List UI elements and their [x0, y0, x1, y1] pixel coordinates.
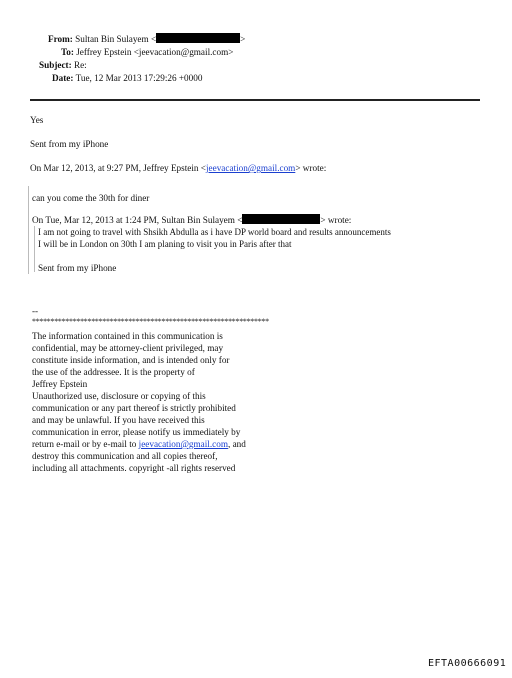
quoted1-line: can you come the 30th for diner: [32, 193, 150, 203]
email-link[interactable]: jeevacation@gmail.com: [138, 439, 228, 449]
quoted2-line-1: I am not going to travel with Shsikh Abdulla as i have DP world board and results announcements: [38, 227, 391, 237]
disclaimer-line: constitute inside information, and is intended only for: [32, 355, 230, 365]
header-date: [52, 72, 202, 84]
disclaimer-notify-line: [32, 438, 246, 450]
disclaimer-line: including all attachments. copyright -all rights reserved: [32, 463, 236, 473]
disclaimer-line: The information contained in this communication is: [32, 331, 223, 341]
reply-quote-intro: [30, 162, 326, 174]
from-value: Sultan Bin Sulayem <: [75, 34, 157, 44]
header-to: [61, 46, 233, 58]
document-id: EFTA00666091: [428, 658, 507, 669]
quote-intro-suffix: > wrote:: [295, 163, 327, 173]
quote-intro-prefix: On Mar 12, 2013, at 9:27 PM, Jeffrey Epstein <: [30, 163, 206, 173]
to-value: Jeffrey Epstein <jeevacation@gmail.com>: [76, 47, 234, 57]
subject-value: Re:: [73, 60, 87, 70]
reply-line-yes: Yes: [30, 115, 44, 125]
header-subject: [39, 59, 87, 71]
disclaimer-line: communication or any part thereof is strictly prohibited: [32, 403, 236, 413]
quoted1-intro: [32, 214, 351, 226]
date-value: Tue, 12 Mar 2013 17:29:26 +0000: [75, 73, 203, 83]
disclaimer-line: Unauthorized use, disclosure or copying of this: [32, 391, 206, 401]
header-from: [48, 33, 245, 45]
notify-prefix: return e-mail or by e-mail to: [32, 439, 139, 449]
quoted1-intro-suffix: > wrote:: [320, 215, 352, 225]
redaction-bar: [156, 33, 240, 43]
notify-suffix: , and: [227, 439, 246, 449]
disclaimer-line: and may be unlawful. If you have received this: [32, 415, 205, 425]
header-divider: [30, 99, 480, 101]
from-label: From:: [48, 34, 73, 44]
quoted2-line-2: I will be in London on 30th I am planing to visit you in Paris after that: [38, 239, 292, 249]
subject-label: Subject:: [39, 60, 72, 70]
disclaimer-line: confidential, may be attorney-client privileged, may: [32, 343, 224, 353]
email-link[interactable]: jeevacation@gmail.com: [205, 163, 296, 173]
redaction-bar: [242, 214, 320, 224]
quoted1-intro-prefix: On Tue, Mar 12, 2013 at 1:24 PM, Sultan Bin Sulayem <: [32, 215, 243, 225]
disclaimer-line: communication in error, please notify us immediately by: [32, 427, 241, 437]
disclaimer-line: Jeffrey Epstein: [32, 379, 88, 389]
date-label: Date:: [52, 73, 74, 83]
disclaimer-line: the use of the addressee. It is the property of: [32, 367, 195, 377]
to-label: To:: [61, 47, 74, 57]
signature-dash: --: [32, 306, 39, 316]
reply-sent-from: Sent from my iPhone: [30, 139, 109, 149]
disclaimer-line: destroy this communication and all copies thereof,: [32, 451, 218, 461]
from-suffix: >: [240, 34, 246, 44]
quoted2-line-3: Sent from my iPhone: [38, 263, 117, 273]
signature-stars: ****************************************************************: [32, 317, 269, 326]
